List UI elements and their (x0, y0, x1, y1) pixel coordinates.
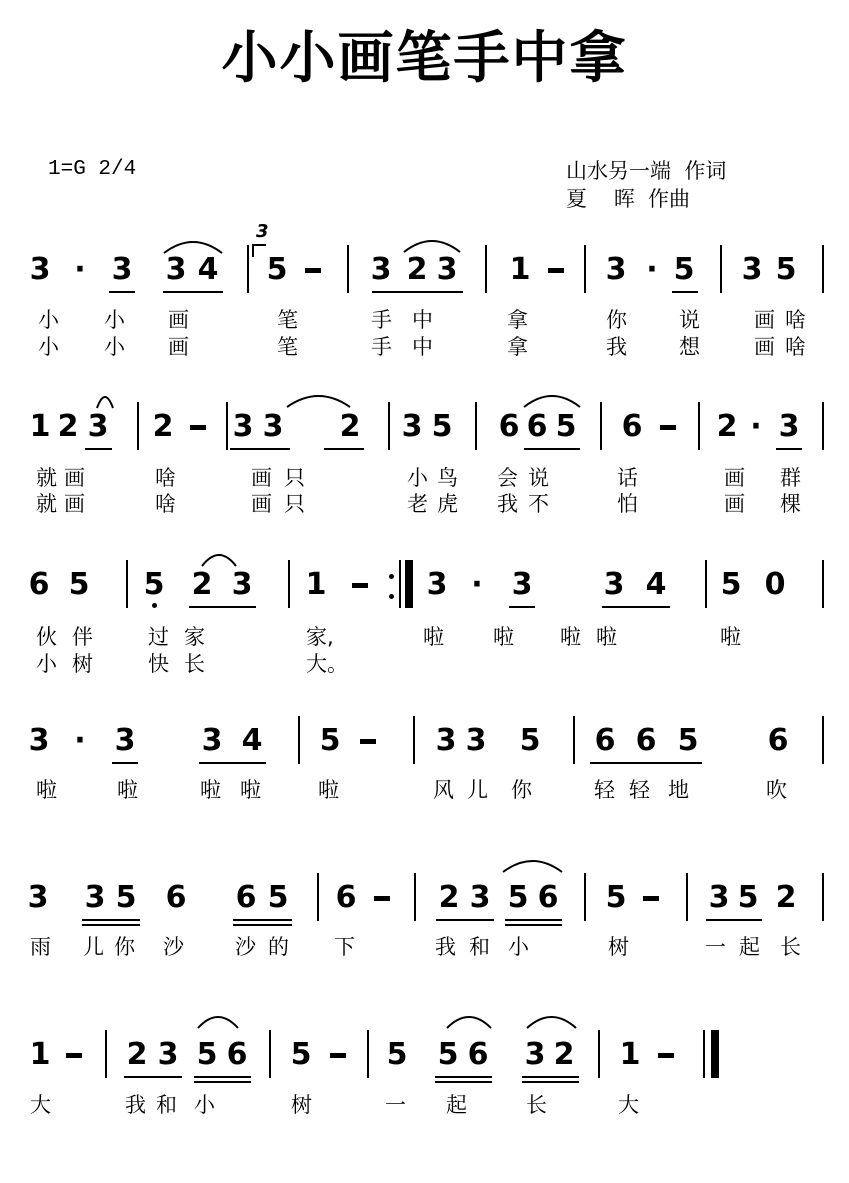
lyric-char: 长 (780, 935, 801, 959)
lyric-char: 怕 (617, 492, 638, 516)
lyric-char: 画 (168, 308, 189, 332)
lyric-char: 伴 (72, 625, 93, 649)
note: 5 (386, 1037, 408, 1072)
note: 3 (262, 409, 284, 444)
note: 5 (115, 880, 137, 915)
note: 3 (111, 252, 133, 287)
note: 5 (519, 723, 541, 758)
note: 6 (635, 723, 657, 758)
song-title: 小小画笔手中拿 (221, 25, 628, 91)
lyric-char: 儿 (83, 935, 104, 959)
lyric-char: 拿 (507, 335, 528, 359)
lyric-char: 沙 (235, 935, 256, 959)
lyric-char: 小 (407, 466, 428, 490)
lyric-char: 起 (446, 1093, 467, 1117)
lyric-char: 不 (528, 492, 549, 516)
key-signature: 1=G 2/4 (48, 158, 137, 181)
note: 6 (28, 567, 50, 602)
note: 3 (27, 880, 49, 915)
lyric-char: 虎 (437, 492, 458, 516)
lyric-char: 啥 (155, 492, 176, 516)
lyric-char: 轻 (629, 778, 650, 802)
lyric-char: 啦 (36, 778, 57, 802)
lyric-char: 雨 (30, 935, 51, 959)
lyric-char: 小 (36, 652, 57, 676)
note: 6 (537, 880, 559, 915)
note: 3 (469, 880, 491, 915)
slur (527, 1017, 576, 1028)
note: 5 (196, 1037, 218, 1072)
lyric-char: 树 (72, 652, 93, 676)
lyric-char: 话 (617, 466, 638, 490)
lyric-char: 笔 (277, 335, 298, 359)
lyric-char: 我 (606, 335, 627, 359)
note: 2 (716, 409, 738, 444)
lyric-char: 啦 (423, 625, 444, 649)
lyric-char: 棵 (780, 492, 801, 516)
note: 3 (201, 723, 223, 758)
note: 2 (152, 409, 174, 444)
note: 2 (553, 1037, 575, 1072)
note: 5 (507, 880, 529, 915)
lyric-char: 拿 (507, 308, 528, 332)
lyric-char: 过 (148, 625, 169, 649)
lyric-char: 家 (184, 625, 205, 649)
slur (447, 1017, 491, 1028)
augmentation-dot: · (471, 567, 483, 602)
lyric-char: 画 (64, 492, 85, 516)
lyric-char: 和 (469, 935, 490, 959)
slur (198, 1017, 238, 1028)
lyric-char: 起 (739, 935, 760, 959)
lyric-char: 长 (184, 652, 205, 676)
lyric-char: 只 (284, 492, 305, 516)
note: 1 (619, 1037, 641, 1072)
lyric-char: 手 (371, 308, 392, 332)
lyric-char: 中 (412, 335, 433, 359)
lyric-char: 啦 (493, 625, 514, 649)
lyric-char: 画 (754, 335, 775, 359)
note: 3 (436, 252, 458, 287)
note: 3 (28, 723, 50, 758)
lyric-char: 画 (724, 466, 745, 490)
lyric-char: 地 (668, 778, 689, 802)
lyric-char: 说 (528, 466, 549, 490)
lyric-char: 只 (284, 466, 305, 490)
note: 3 (232, 409, 254, 444)
augmentation-dot: · (74, 723, 86, 758)
note: 2 (339, 409, 361, 444)
lyric-char: 和 (156, 1093, 177, 1117)
lyric-char: 画 (251, 466, 272, 490)
note: 6 (594, 723, 616, 758)
lyric-char: 就 (36, 466, 57, 490)
slur (97, 397, 113, 408)
note: 3 (231, 567, 253, 602)
lyric-char: 小 (104, 335, 125, 359)
note: 5 (720, 567, 742, 602)
lyric-char: 沙 (163, 935, 184, 959)
lyric-char: 你 (511, 778, 532, 802)
lyric-char: 就 (36, 492, 57, 516)
note: 6 (467, 1037, 489, 1072)
lyric-char: 快 (148, 652, 169, 676)
note: 5 (437, 1037, 459, 1072)
note: 3 (778, 409, 800, 444)
lyric-char: 啦 (560, 625, 581, 649)
lyric-char: 画 (754, 308, 775, 332)
lyric-char: 吹 (766, 778, 787, 802)
note: 5 (737, 880, 759, 915)
note: 5 (319, 723, 341, 758)
augmentation-dot: · (750, 409, 762, 444)
augmentation-dot: · (646, 252, 658, 287)
lyric-char: 小 (194, 1093, 215, 1117)
note: 3 (524, 1037, 546, 1072)
note: 6 (526, 409, 548, 444)
note: 3 (29, 252, 51, 287)
lyric-char: 下 (334, 935, 355, 959)
note: 1 (509, 252, 531, 287)
lyric-char: 树 (608, 935, 629, 959)
note: 2 (191, 567, 213, 602)
lyric-char: 啦 (596, 625, 617, 649)
note: 3 (370, 252, 392, 287)
note: 5 (677, 723, 699, 758)
lyric-char: 鸟 (437, 466, 458, 490)
note: 3 (84, 880, 106, 915)
note: 2 (438, 880, 460, 915)
lyric-char: 老 (407, 492, 428, 516)
note: 5 (431, 409, 453, 444)
lyric-char: 长 (526, 1093, 547, 1117)
lyric-char: 啥 (785, 335, 806, 359)
lyric-char: 会 (497, 466, 518, 490)
lyric-char: 小 (104, 308, 125, 332)
lyric-char: 啥 (785, 308, 806, 332)
slur (524, 396, 580, 407)
note: 3 (114, 723, 136, 758)
note: 3 (465, 723, 487, 758)
note: 2 (57, 409, 79, 444)
note: 5 (266, 252, 288, 287)
note: 3 (435, 723, 457, 758)
lyric-char: 手 (371, 335, 392, 359)
slur (287, 396, 350, 407)
note: 6 (621, 409, 643, 444)
note: 1 (29, 409, 51, 444)
lyric-char: 伙 (36, 625, 57, 649)
lyric-char: 你 (114, 935, 135, 959)
lyric-char: 大 (30, 1093, 51, 1117)
note: 5 (605, 880, 627, 915)
slur (164, 242, 222, 253)
note: 3 (605, 252, 627, 287)
lyric-char: 大 (618, 1093, 639, 1117)
note: 5 (290, 1037, 312, 1072)
note: 6 (498, 409, 520, 444)
lyric-char: 一 (705, 935, 726, 959)
lyric-char: 画 (251, 492, 272, 516)
note: 3 (741, 252, 763, 287)
note: 5 (555, 409, 577, 444)
lyric-char: 啦 (200, 778, 221, 802)
note: 6 (235, 880, 257, 915)
lyric-char: 小 (508, 935, 529, 959)
note: 3 (511, 567, 533, 602)
lyric-char: 树 (291, 1093, 312, 1117)
note: 0 (764, 567, 786, 602)
note: 3 (401, 409, 423, 444)
note: 1 (305, 567, 327, 602)
note: 4 (241, 723, 263, 758)
note: 3 (603, 567, 625, 602)
lyric-char: 大。 (306, 652, 348, 676)
note: 2 (126, 1037, 148, 1072)
lyric-char: 啦 (720, 625, 741, 649)
lyric-char: 一 (385, 1093, 406, 1117)
lyric-char: 轻 (594, 778, 615, 802)
lyric-char: 的 (268, 935, 289, 959)
lyric-char: 群 (780, 466, 801, 490)
lyric-char: 我 (125, 1093, 146, 1117)
lyric-char: 家, (306, 625, 334, 649)
lyric-char: 中 (412, 308, 433, 332)
lyric-char: 我 (435, 935, 456, 959)
note: 3 (157, 1037, 179, 1072)
note: 4 (197, 252, 219, 287)
note: 2 (406, 252, 428, 287)
slur (202, 555, 236, 566)
lyric-char: 啦 (117, 778, 138, 802)
lyric-char: 想 (679, 335, 700, 359)
note: 1 (29, 1037, 51, 1072)
note: 5 (267, 880, 289, 915)
note: 5 (143, 567, 165, 602)
note: 6 (165, 880, 187, 915)
note: 5 (673, 252, 695, 287)
lyric-char: 画 (64, 466, 85, 490)
lyric-char: 啦 (318, 778, 339, 802)
triplet-mark: 3 (256, 221, 269, 242)
lyric-char: 小 (38, 335, 59, 359)
lyric-char: 画 (168, 335, 189, 359)
lyricist-credit: 山水另一端 作词 (566, 159, 727, 183)
lyric-char: 你 (606, 308, 627, 332)
lyric-char: 小 (38, 308, 59, 332)
lyric-char: 笔 (277, 308, 298, 332)
lyric-char: 我 (497, 492, 518, 516)
note: 5 (68, 567, 90, 602)
lyric-char: 啦 (240, 778, 261, 802)
lyric-char: 画 (724, 492, 745, 516)
note: 6 (226, 1037, 248, 1072)
composer-credit: 夏 晖 作曲 (566, 187, 691, 211)
lyric-char: 啥 (155, 466, 176, 490)
note: 3 (426, 567, 448, 602)
augmentation-dot: · (74, 252, 86, 287)
note: 2 (775, 880, 797, 915)
lyric-char: 说 (679, 308, 700, 332)
note: 3 (708, 880, 730, 915)
note: 6 (767, 723, 789, 758)
slur (404, 241, 460, 252)
slur (503, 861, 562, 872)
lyric-char: 风 (433, 778, 454, 802)
note: 6 (335, 880, 357, 915)
lyric-char: 儿 (467, 778, 488, 802)
note: 4 (645, 567, 667, 602)
note: 3 (87, 409, 109, 444)
note: 5 (775, 252, 797, 287)
note: 3 (165, 252, 187, 287)
